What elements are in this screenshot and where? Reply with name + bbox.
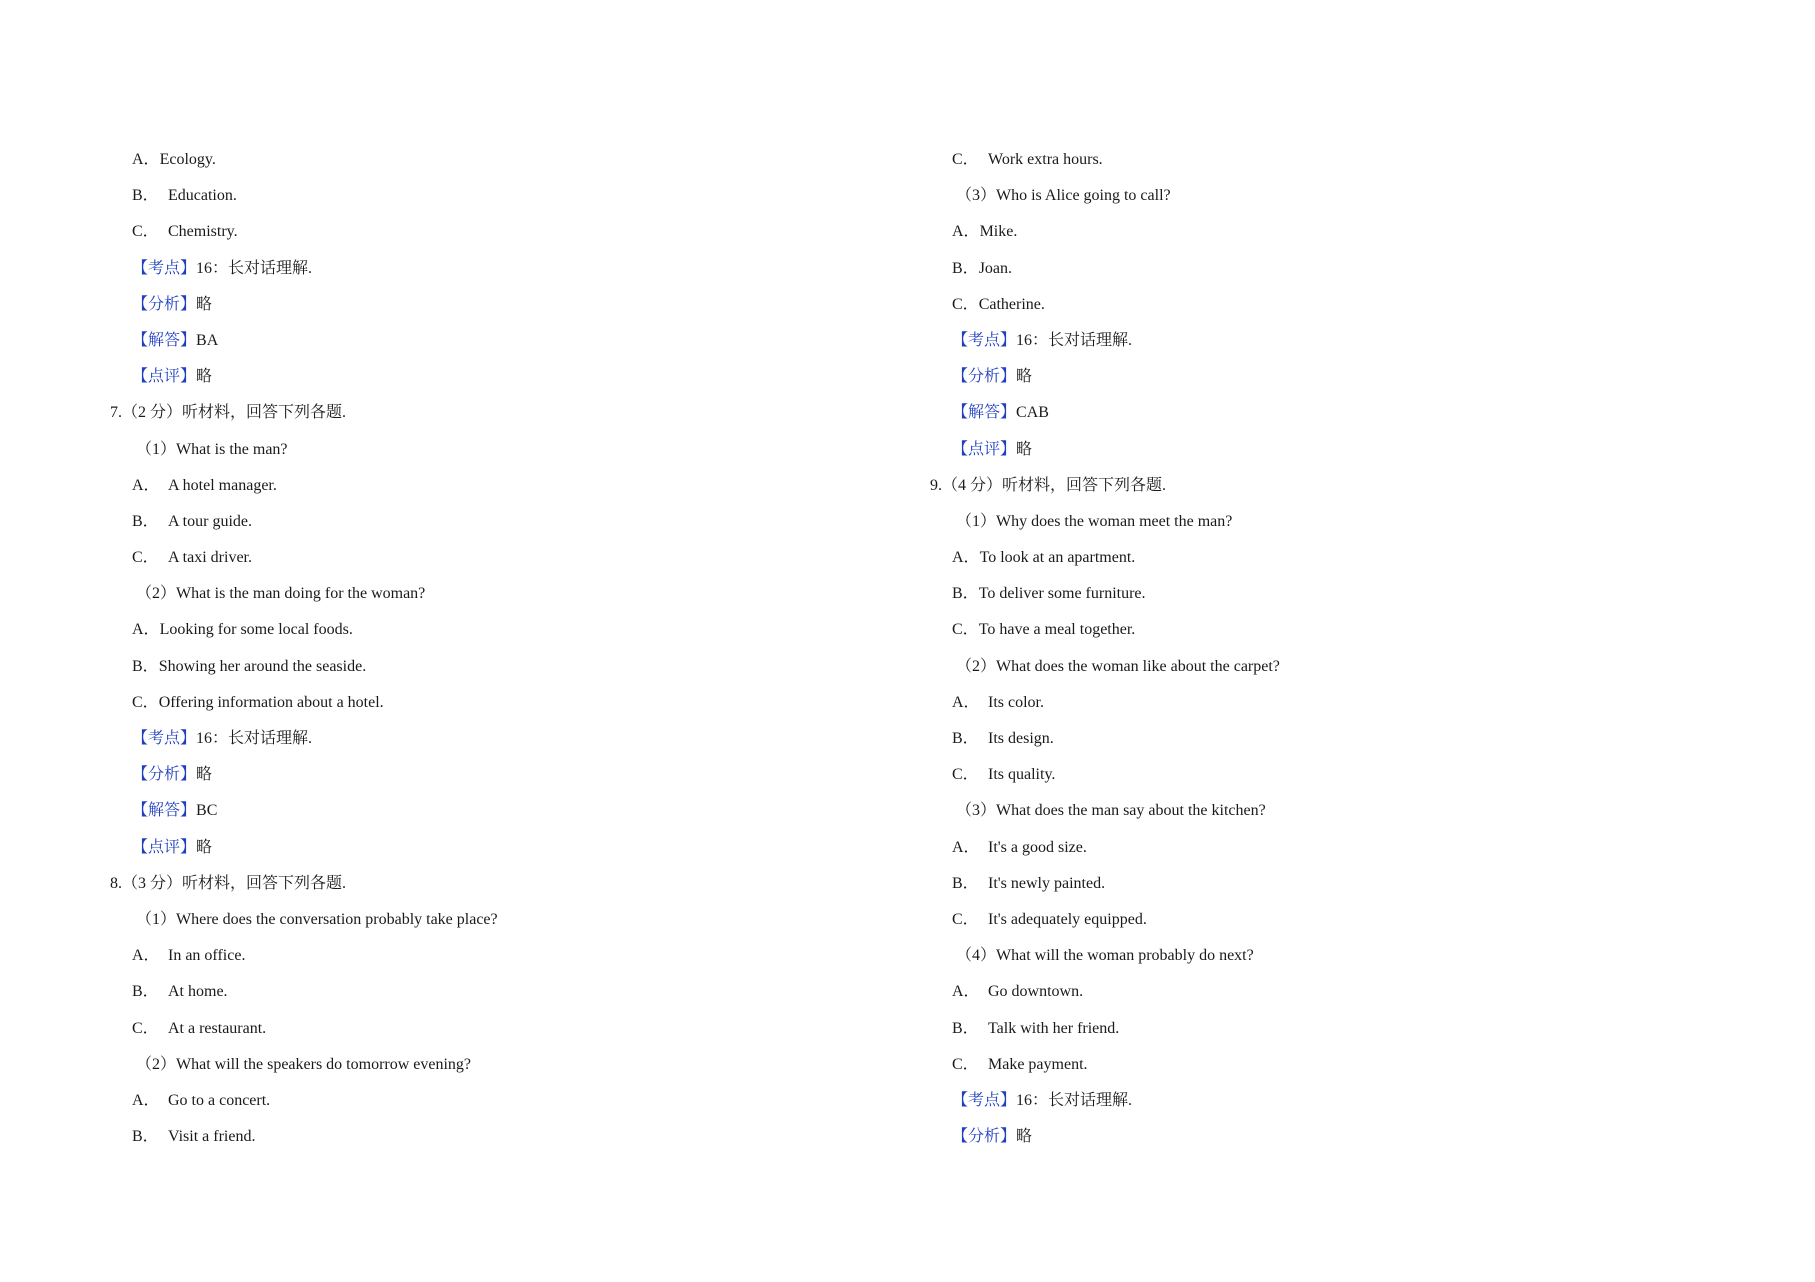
bracket-close: 】 [1000, 1128, 1017, 1146]
option-letter: A． [132, 947, 160, 965]
option-text: Looking for some local foods. [159, 621, 353, 639]
answer-option [930, 1047, 1690, 1083]
option-letter: B． [132, 512, 159, 530]
bracket-close: 】 [1000, 404, 1017, 422]
bracket-open: 【 [132, 730, 149, 747]
option-text: A hotel manager. [168, 476, 277, 494]
answer-option [110, 1011, 870, 1047]
tag-text: 略 [196, 368, 213, 386]
answer-option [930, 214, 1690, 250]
right-column [930, 142, 1690, 1155]
answer-option [110, 540, 870, 576]
answer-option [930, 685, 1690, 721]
question-heading: 8.（3 分）听材料，回答下列各题. [110, 874, 347, 892]
option-letter: A． [132, 621, 160, 639]
tag-text: 略 [196, 838, 213, 856]
answer-option [930, 721, 1690, 757]
answer-option [110, 649, 870, 685]
answer-option [110, 214, 870, 250]
tag-label: 分析 [148, 295, 181, 313]
answer-tag-line [110, 830, 870, 866]
answer-tag-line [930, 359, 1690, 395]
bracket-open: 【 [132, 331, 149, 349]
bracket-close: 】 [180, 259, 197, 277]
option-text: Catherine. [978, 295, 1045, 313]
tag-label: 分析 [968, 368, 1001, 386]
answer-option [110, 974, 870, 1010]
option-letter: B． [952, 1019, 979, 1037]
sub-question: （4）What will the woman probably do next? [956, 947, 1254, 965]
tag-label: 考点 [148, 259, 181, 277]
answer-tag-line [930, 1083, 1690, 1119]
answer-tag-line [110, 721, 870, 757]
sub-question: （2）What is the man doing for the woman? [136, 585, 426, 603]
sub-question: （2）What will the speakers do tomorrow evening? [136, 1055, 472, 1073]
option-letter: C． [952, 766, 979, 784]
bracket-close: 】 [1000, 331, 1017, 349]
bracket-close: 】 [1000, 1091, 1017, 1109]
option-text: Offering information about a hotel. [158, 693, 384, 711]
answer-tag-line [930, 432, 1690, 468]
answer-option [110, 1119, 870, 1155]
answer-option [110, 938, 870, 974]
bracket-open: 【 [132, 368, 149, 386]
sub-question: （3）What does the man say about the kitchen? [956, 802, 1266, 820]
answer-option [110, 178, 870, 214]
answer-tag-line [110, 287, 870, 323]
option-text: At a restaurant. [168, 1019, 267, 1037]
bracket-open: 【 [952, 440, 969, 458]
bracket-open: 【 [952, 1091, 969, 1109]
sub-question: （1）What is the man? [136, 440, 288, 458]
option-letter: B． [952, 259, 979, 277]
bracket-close: 】 [180, 295, 197, 313]
tag-label: 点评 [148, 838, 181, 856]
option-text: Make payment. [988, 1055, 1088, 1073]
bracket-close: 】 [180, 802, 197, 820]
question-heading: 9.（4 分）听材料，回答下列各题. [930, 476, 1167, 494]
bracket-open: 【 [952, 331, 969, 349]
bracket-open: 【 [952, 1128, 969, 1146]
option-text: A tour guide. [168, 512, 252, 530]
tag-text: 略 [196, 766, 213, 784]
answer-option [110, 504, 870, 540]
bracket-close: 】 [180, 838, 197, 856]
tag-text: 16：长对话理解. [1016, 1091, 1133, 1109]
bracket-open: 【 [132, 259, 149, 277]
tag-text: BC [196, 802, 218, 820]
bracket-close: 】 [180, 331, 197, 349]
tag-label: 点评 [148, 368, 181, 386]
option-text: Go downtown. [988, 983, 1084, 1001]
option-letter: B． [132, 983, 159, 1001]
answer-option [110, 612, 870, 648]
answer-tag-line [110, 793, 870, 829]
tag-text: 16：长对话理解. [196, 730, 313, 747]
bracket-close: 】 [180, 368, 197, 386]
tag-text: 略 [1016, 440, 1033, 458]
option-text: Its design. [988, 730, 1054, 747]
option-text: Chemistry. [168, 223, 238, 241]
bracket-open: 【 [952, 404, 969, 422]
answer-option [930, 251, 1690, 287]
answer-option [930, 540, 1690, 576]
option-letter: C． [132, 223, 159, 241]
option-letter: C． [132, 693, 159, 711]
answer-option [110, 685, 870, 721]
bracket-close: 】 [1000, 368, 1017, 386]
tag-label: 解答 [968, 404, 1001, 422]
answer-option [930, 287, 1690, 323]
option-letter: C． [952, 621, 979, 639]
tag-text: 略 [1016, 1128, 1033, 1146]
option-text: At home. [168, 983, 228, 1001]
sub-question: （1）Why does the woman meet the man? [956, 512, 1233, 530]
option-letter: B． [952, 585, 979, 603]
tag-label: 考点 [148, 730, 181, 747]
tag-label: 考点 [968, 331, 1001, 349]
answer-tag-line [930, 323, 1690, 359]
option-letter: B． [132, 657, 159, 675]
option-letter: B． [132, 1128, 159, 1146]
option-text: Joan. [978, 259, 1013, 277]
answer-option [930, 576, 1690, 612]
option-letter: C． [952, 151, 979, 168]
tag-label: 分析 [968, 1128, 1001, 1146]
answer-option [110, 1083, 870, 1119]
option-text: Go to a concert. [168, 1091, 271, 1109]
option-text: To deliver some furniture. [978, 585, 1146, 603]
option-text: Work extra hours. [988, 151, 1103, 168]
answer-option [110, 468, 870, 504]
bracket-open: 【 [132, 766, 149, 784]
option-text: Talk with her friend. [988, 1019, 1120, 1037]
tag-label: 分析 [148, 766, 181, 784]
option-text: It's a good size. [988, 838, 1087, 856]
sub-question: （1）Where does the conversation probably take place? [136, 910, 498, 928]
answer-tag-line [930, 1119, 1690, 1155]
option-letter: B． [952, 874, 979, 892]
tag-text: BA [196, 331, 219, 349]
answer-tag-line [110, 757, 870, 793]
option-text: Education. [168, 187, 237, 205]
tag-text: CAB [1016, 404, 1049, 422]
answer-option [930, 612, 1690, 648]
answer-option [930, 830, 1690, 866]
option-text: A taxi driver. [168, 549, 252, 567]
sub-question: （3）Who is Alice going to call? [956, 187, 1171, 205]
option-text: Ecology. [159, 151, 216, 168]
option-letter: A． [952, 838, 980, 856]
answer-tag-line [110, 251, 870, 287]
bracket-close: 】 [180, 730, 197, 747]
bracket-open: 【 [952, 368, 969, 386]
option-letter: A． [952, 693, 980, 711]
option-text: To look at an apartment. [979, 549, 1136, 567]
option-letter: A． [952, 223, 980, 241]
bracket-open: 【 [132, 838, 149, 856]
answer-option [930, 757, 1690, 793]
option-text: Mike. [979, 223, 1018, 241]
answer-option [930, 142, 1690, 178]
option-text: Visit a friend. [168, 1128, 256, 1146]
answer-option [930, 974, 1690, 1010]
option-text: It's adequately equipped. [988, 910, 1147, 928]
option-text: Its color. [988, 693, 1044, 711]
option-letter: A． [132, 151, 160, 168]
tag-label: 考点 [968, 1091, 1001, 1109]
option-letter: C． [132, 1019, 159, 1037]
option-letter: C． [952, 910, 979, 928]
bracket-close: 】 [180, 766, 197, 784]
answer-option [110, 142, 870, 178]
option-letter: B． [132, 187, 159, 205]
option-letter: C． [952, 295, 979, 313]
option-letter: B． [952, 730, 979, 747]
option-text: Showing her around the seaside. [158, 657, 367, 675]
option-text: Its quality. [988, 766, 1056, 784]
option-text: To have a meal together. [978, 621, 1136, 639]
answer-option [930, 1011, 1690, 1047]
bracket-open: 【 [132, 802, 149, 820]
tag-text: 略 [1016, 368, 1033, 386]
left-column [110, 142, 870, 1155]
option-letter: C． [132, 549, 159, 567]
tag-text: 略 [196, 295, 213, 313]
answer-tag-line [110, 323, 870, 359]
tag-text: 16：长对话理解. [1016, 331, 1133, 349]
option-letter: A． [132, 476, 160, 494]
bracket-close: 】 [1000, 440, 1017, 458]
option-letter: A． [132, 1091, 160, 1109]
option-letter: A． [952, 983, 980, 1001]
answer-tag-line [930, 395, 1690, 431]
answer-option [930, 866, 1690, 902]
option-letter: C． [952, 1055, 979, 1073]
answer-option [930, 902, 1690, 938]
answer-tag-line [110, 359, 870, 395]
option-text: It's newly painted. [988, 874, 1106, 892]
bracket-open: 【 [132, 295, 149, 313]
tag-label: 解答 [148, 802, 181, 820]
question-heading: 7.（2 分）听材料，回答下列各题. [110, 404, 347, 422]
tag-label: 解答 [148, 331, 181, 349]
tag-text: 16：长对话理解. [196, 259, 313, 277]
option-letter: A． [952, 549, 980, 567]
option-text: In an office. [168, 947, 246, 965]
sub-question: （2）What does the woman like about the carpet? [956, 657, 1280, 675]
tag-label: 点评 [968, 440, 1001, 458]
